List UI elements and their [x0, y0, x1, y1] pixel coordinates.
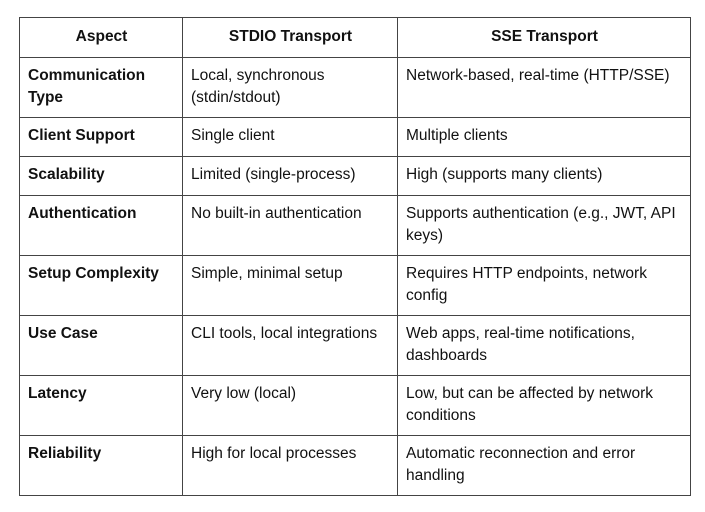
aspect-cell: Reliability — [20, 436, 183, 496]
header-aspect: Aspect — [20, 18, 183, 58]
stdio-cell: Single client — [183, 118, 398, 157]
stdio-cell: Local, synchronous (stdin/stdout) — [183, 58, 398, 118]
table-row — [20, 436, 691, 496]
table-row — [20, 256, 691, 316]
aspect-cell: Use Case — [20, 316, 183, 376]
sse-cell: Low, but can be affected by network conditions — [398, 376, 691, 436]
aspect-cell: Authentication — [20, 196, 183, 256]
sse-cell: Web apps, real-time notifications, dashboards — [398, 316, 691, 376]
aspect-cell: Client Support — [20, 118, 183, 157]
table-row — [20, 316, 691, 376]
sse-cell: High (supports many clients) — [398, 157, 691, 196]
stdio-cell: High for local processes — [183, 436, 398, 496]
stdio-cell: CLI tools, local integrations — [183, 316, 398, 376]
aspect-cell: Scalability — [20, 157, 183, 196]
aspect-cell: Latency — [20, 376, 183, 436]
table-row — [20, 118, 691, 157]
sse-cell: Supports authentication (e.g., JWT, API keys) — [398, 196, 691, 256]
aspect-cell: Communication Type — [20, 58, 183, 118]
sse-cell: Multiple clients — [398, 118, 691, 157]
stdio-cell: Very low (local) — [183, 376, 398, 436]
table-row — [20, 58, 691, 118]
table-row — [20, 196, 691, 256]
table-row — [20, 376, 691, 436]
header-row — [20, 18, 691, 58]
table-row — [20, 157, 691, 196]
comparison-table — [19, 17, 691, 496]
aspect-cell: Setup Complexity — [20, 256, 183, 316]
header-stdio-transport: STDIO Transport — [183, 18, 398, 58]
stdio-cell: Limited (single-process) — [183, 157, 398, 196]
sse-cell: Automatic reconnection and error handling — [398, 436, 691, 496]
sse-cell: Network-based, real-time (HTTP/SSE) — [398, 58, 691, 118]
stdio-cell: Simple, minimal setup — [183, 256, 398, 316]
header-sse-transport: SSE Transport — [398, 18, 691, 58]
sse-cell: Requires HTTP endpoints, network config — [398, 256, 691, 316]
stdio-cell: No built-in authentication — [183, 196, 398, 256]
